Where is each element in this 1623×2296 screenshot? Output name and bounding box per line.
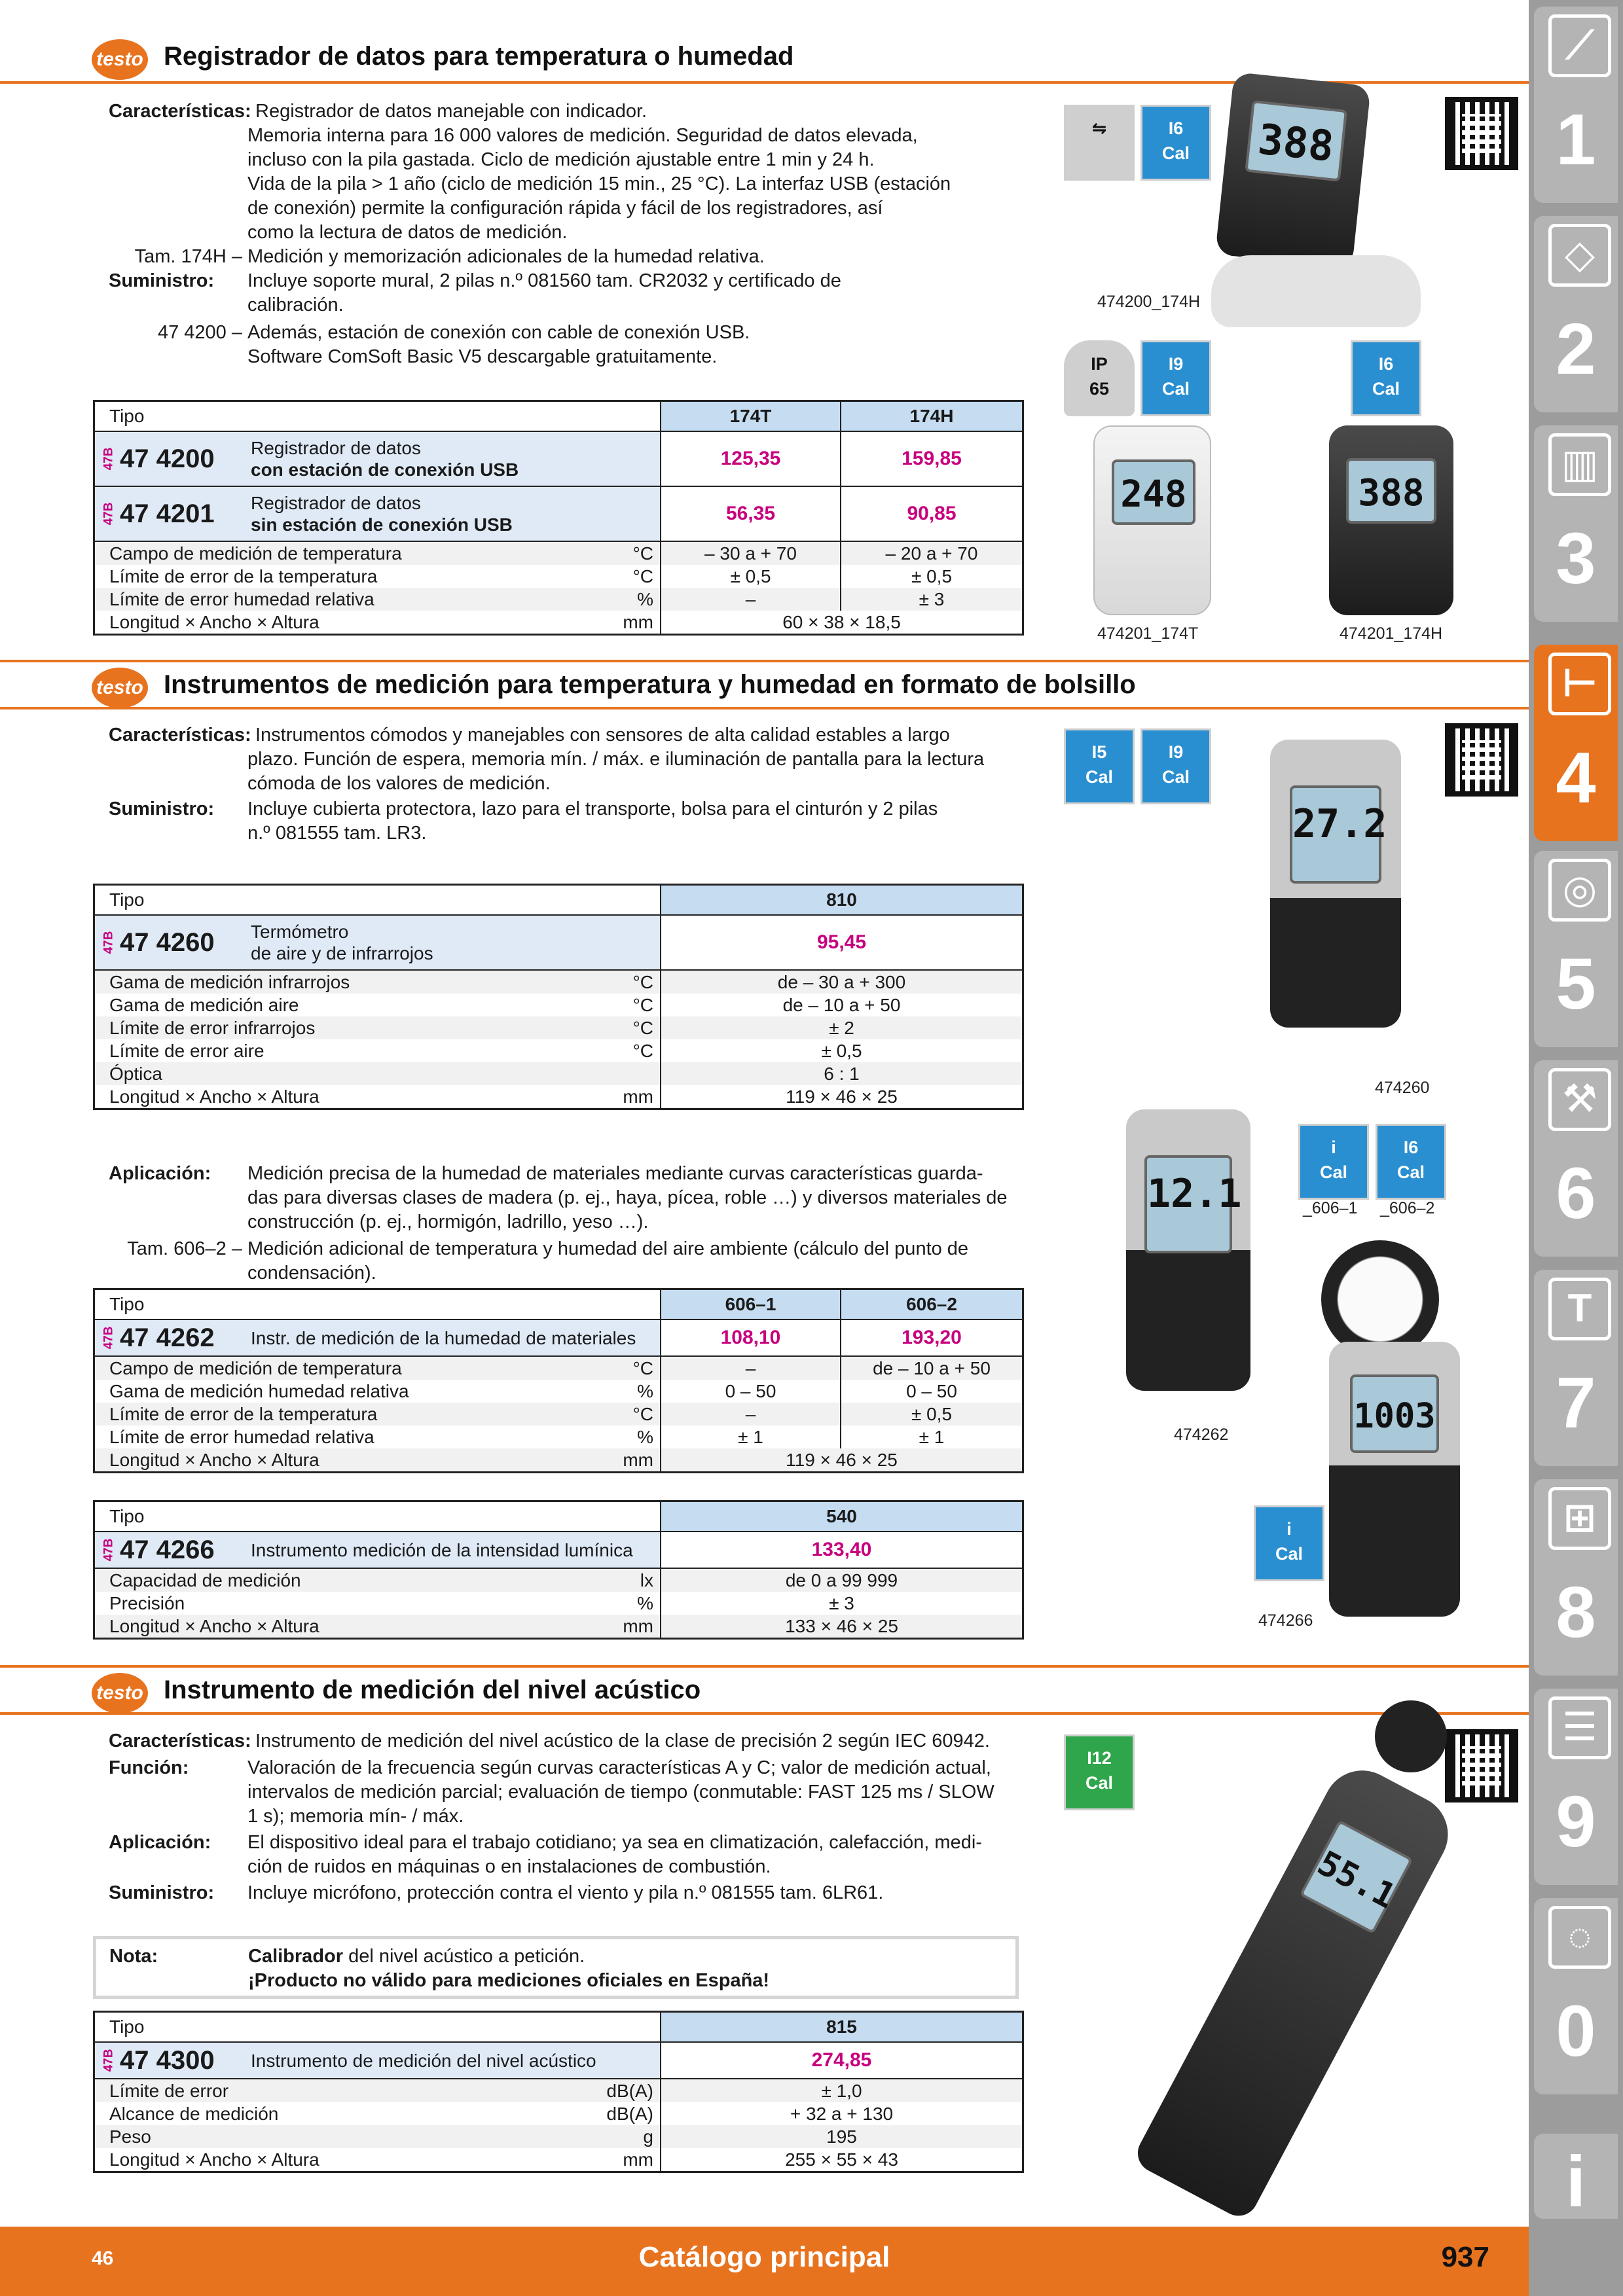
spec-row: Límite de error de la temperatura °C – ± 0,5: [95, 1403, 1022, 1426]
catalog-tag: 47B: [101, 447, 116, 471]
label-funcion: Función:: [109, 1757, 189, 1778]
sound-meter-815-image: 55.1: [1131, 1757, 1461, 2223]
grinding-disc-icon: ◎: [1548, 859, 1611, 922]
price: 56,35: [660, 487, 840, 541]
product-table: [93, 1288, 1024, 1473]
spec-row: Longitud × Ancho × Altura mm 60 × 38 × 18,5: [95, 611, 1022, 634]
cutting-insert-icon: ◇: [1548, 224, 1611, 287]
catalog-number: 46: [92, 2248, 114, 2269]
desc-line: construcción (p. ej., hormigón, ladrillo, yeso …).: [247, 1211, 649, 1232]
product-table: [93, 1500, 1024, 1640]
spec-rows: [95, 2079, 1022, 2171]
product-desc: Registrador de datos: [251, 438, 421, 458]
workshop-tools-icon: ⊞: [1548, 1487, 1611, 1550]
desc-line: das para diversas clases de madera (p. ej., haya, pícea, roble …) y diversos materiales de: [247, 1187, 1008, 1208]
desc-line: Software ComSoft Basic V5 descargable gratuitamente.: [247, 346, 718, 367]
desc-line: 1 s); memoria mín- / máx.: [247, 1806, 464, 1827]
chapter-tab-2[interactable]: ◇ 2: [1534, 216, 1618, 412]
spec-row: Campo de medición de temperatura °C – de – 10 a + 50: [95, 1357, 1022, 1380]
safety-glasses-icon: ◌: [1548, 1906, 1611, 1969]
info-icon: i: [1565, 2142, 1586, 2222]
caliper-icon: ⊢: [1548, 653, 1611, 715]
product-desc: con estación de conexión USB: [251, 459, 519, 480]
size-label: Tam. 174H –: [134, 246, 242, 267]
docking-station-image: [1211, 255, 1421, 327]
col-540: 540: [660, 1502, 1022, 1531]
calibration-badge: I6 Cal: [1140, 105, 1211, 181]
size-label: 47 4200 –: [157, 322, 242, 343]
thermometer-810-image: 27.2: [1270, 740, 1401, 1028]
desc-line: como la lectura de datos de medición.: [247, 222, 568, 243]
chapter-tab-3[interactable]: ▥ 3: [1534, 425, 1618, 622]
calibration-badge: I5 Cal: [1064, 728, 1135, 804]
chapter-tab-1[interactable]: ⟋ 1: [1534, 7, 1618, 203]
article-number: 47 4262: [120, 1323, 215, 1352]
desc-line: Vida de la pila > 1 año (ciclo de medición 15 min., 25 °C). La interfaz USB (estación: [247, 173, 951, 194]
product-desc: de aire y de infrarrojos: [251, 943, 433, 963]
drill-bit-icon: ⟋: [1548, 14, 1611, 77]
product-row[interactable]: [95, 916, 1022, 971]
size-label: Tam. 606–2 –: [127, 1238, 242, 1259]
product-desc: Instrumento de medición del nivel acústico: [251, 2050, 596, 2071]
calibration-badge: i Cal: [1298, 1124, 1369, 1200]
logger-174h-image: 388: [1215, 72, 1371, 268]
desc-line: Medición adicional de temperatura y humedad del aire ambiente (cálculo del punto de: [247, 1238, 969, 1259]
image-caption: 474262: [1174, 1426, 1229, 1444]
chapter-tab-9[interactable]: ☰ 9: [1534, 1689, 1618, 1885]
catalog-tag: 47B: [101, 2049, 116, 2072]
section-title: Instrumento de medición del nivel acústico: [164, 1676, 701, 1704]
spec-row: Longitud × Ancho × Altura mm 119 × 46 × 25: [95, 1448, 1022, 1471]
table-header: [95, 1502, 1022, 1532]
ip65-icon: IP 65: [1064, 340, 1135, 416]
label-suministro: Suministro:: [109, 270, 215, 291]
article-number: 47 4266: [120, 1535, 215, 1564]
desc-line: calibración.: [247, 295, 344, 315]
chuck-icon: ▥: [1548, 433, 1611, 496]
desc-line: de conexión) permite la configuración rápida y fácil de los registradores, así: [247, 198, 883, 219]
chapter-tab-7[interactable]: T 7: [1534, 1270, 1618, 1466]
desc-line: ción de ruidos en máquinas o en instalaciones de combustión.: [247, 1856, 771, 1877]
chapter-tab-8[interactable]: ⊞ 8: [1534, 1479, 1618, 1676]
col-tipo: Tipo: [109, 1506, 145, 1526]
section-title: Instrumentos de medición para temperatura y humedad en formato de bolsillo: [164, 670, 1136, 699]
product-table: [93, 884, 1024, 1110]
qr-code: [1445, 97, 1518, 170]
desc-line: Incluye micrófono, protección contra el viento y pila n.º 081555 tam. 6LR61.: [247, 1882, 884, 1903]
spec-rows: [95, 1569, 1022, 1638]
desc-line: Medición precisa de la humedad de materiales mediante curvas características guarda-: [247, 1163, 983, 1184]
spec-row: Longitud × Ancho × Altura mm 119 × 46 × 25: [95, 1085, 1022, 1108]
spec-row: Peso g 195: [95, 2125, 1022, 2148]
chapter-tab-0[interactable]: ◌ 0: [1534, 1898, 1618, 2094]
note-bold: Calibrador: [248, 1946, 344, 1967]
chapter-tab-info[interactable]: [1534, 2134, 1618, 2222]
catalog-tag: 47B: [101, 931, 116, 954]
calibration-badge: I9 Cal: [1140, 340, 1211, 416]
section-header: [0, 1665, 1529, 1715]
desc-line: Incluye cubierta protectora, lazo para el transporte, bolsa para el cinturón y 2 pilas: [247, 798, 938, 819]
product-table: [93, 2011, 1024, 2173]
price: 90,85: [840, 487, 1022, 541]
spec-row: Límite de error infrarrojos °C ± 2: [95, 1016, 1022, 1039]
article-number: 47 4200: [120, 444, 215, 473]
price: 274,85: [660, 2043, 1022, 2078]
table-header: [95, 402, 1022, 432]
spec-row: Límite de error humedad relativa % ± 1 ± 1: [95, 1426, 1022, 1448]
calibration-badge: i Cal: [1254, 1505, 1324, 1581]
spec-row: Límite de error de la temperatura °C ± 0,5 ± 0,5: [95, 565, 1022, 588]
spec-row: Límite de error dB(A) ± 1,0: [95, 2079, 1022, 2102]
desc-line: El dispositivo ideal para el trabajo cotidiano; ya sea en climatización, calefacción, medi-: [247, 1832, 982, 1853]
desc-line: Incluye soporte mural, 2 pilas n.º 081560 tam. CR2032 y certificado de: [247, 270, 841, 291]
chapter-tab-5[interactable]: ◎ 5: [1534, 851, 1618, 1047]
section-header: [0, 660, 1529, 709]
price: 95,45: [660, 916, 1022, 969]
product-row[interactable]: [95, 432, 1022, 487]
product-row[interactable]: [95, 2043, 1022, 2079]
desc-line: Instrumentos cómodos y manejables con sensores de alta calidad estables a largo: [255, 725, 950, 745]
table-header: [95, 2013, 1022, 2043]
spec-rows: [95, 1357, 1022, 1471]
spec-row: Longitud × Ancho × Altura mm 133 × 46 × 25: [95, 1615, 1022, 1638]
tool-cabinet-icon: ☰: [1548, 1696, 1611, 1759]
spec-row: Alcance de medición dB(A) + 32 a + 130: [95, 2102, 1022, 2125]
spec-row: Longitud × Ancho × Altura mm 255 × 55 × 43: [95, 2148, 1022, 2171]
testo-logo: testo: [92, 39, 148, 80]
label-suministro: Suministro:: [109, 1882, 215, 1903]
article-number: 47 4300: [120, 2045, 215, 2075]
calibration-badge: I6 Cal: [1351, 340, 1421, 416]
price: 108,10: [660, 1320, 840, 1355]
price: 193,20: [840, 1320, 1022, 1355]
spec-row: Campo de medición de temperatura °C – 30 a + 70 – 20 a + 70: [95, 542, 1022, 565]
label-caracteristicas: Características:: [109, 101, 251, 122]
product-row[interactable]: [95, 1320, 1022, 1357]
product-row[interactable]: [95, 1532, 1022, 1569]
moisture-meter-606-image: 12.1: [1126, 1109, 1250, 1391]
wrench-icon: ⚒: [1548, 1068, 1611, 1131]
spec-rows: [95, 971, 1022, 1108]
product-desc: sin estación de conexión USB: [251, 514, 513, 535]
desc-line: intervalos de medición parcial; evaluación de tiempo (conmutable: FAST 125 ms / SLOW: [247, 1782, 994, 1803]
calibration-badge: I12 Cal: [1064, 1734, 1135, 1810]
image-caption: 474266: [1258, 1611, 1313, 1630]
col-tipo: Tipo: [109, 1294, 145, 1314]
col-tipo: Tipo: [109, 2017, 145, 2037]
desc-line: Instrumento de medición del nivel acústico de la clase de precisión 2 según IEC 60942.: [255, 1731, 990, 1751]
label-caracteristicas: Características:: [109, 725, 251, 745]
chapter-tab-4[interactable]: ⊢ 4: [1534, 645, 1618, 841]
chapter-rail: [1529, 0, 1623, 2296]
catalog-tag: 47B: [101, 1538, 116, 1562]
price: 133,40: [660, 1532, 1022, 1568]
product-desc: Termómetro: [251, 922, 349, 942]
image-caption: _606–1: [1303, 1199, 1358, 1217]
desc-line: Memoria interna para 16 000 valores de medición. Seguridad de datos elevada,: [247, 125, 918, 146]
desc-line: Medición y memorización adicionales de la humedad relativa.: [247, 246, 765, 267]
testo-logo: testo: [92, 668, 148, 708]
image-caption: 474200_174H: [1097, 293, 1201, 311]
chapter-tab-6[interactable]: ⚒ 6: [1534, 1060, 1618, 1257]
article-number: 47 4260: [120, 927, 215, 957]
desc-line: cómoda de los valores de medición.: [247, 773, 551, 794]
spec-row: Óptica 6 : 1: [95, 1062, 1022, 1085]
page-number: 937: [1441, 2241, 1489, 2273]
table-header: [95, 886, 1022, 916]
section-header: [0, 34, 1529, 84]
spec-row: Capacidad de medición lx de 0 a 99 999: [95, 1569, 1022, 1592]
catalog-tag: 47B: [101, 1326, 116, 1350]
col-tipo: Tipo: [109, 406, 145, 426]
spec-row: Gama de medición infrarrojos °C de – 30 a + 300: [95, 971, 1022, 994]
article-number: 47 4201: [120, 499, 215, 528]
usb-icon: ⇋: [1064, 105, 1135, 181]
desc-line: plazo. Función de espera, memoria mín. / máx. e iluminación de pantalla para la lectura: [247, 749, 985, 770]
calibration-badge: I6 Cal: [1376, 1124, 1446, 1200]
spec-row: Precisión % ± 3: [95, 1592, 1022, 1615]
desc-line: condensación).: [247, 1263, 376, 1283]
label-caracteristicas: Características:: [109, 1731, 251, 1751]
product-desc: Registrador de datos: [251, 493, 421, 513]
col-606-1: 606–1: [660, 1290, 840, 1319]
col-tipo: Tipo: [109, 889, 145, 910]
microphone-image: [1375, 1700, 1447, 1772]
note-text: del nivel acústico a petición.: [343, 1946, 585, 1967]
spec-row: Límite de error aire °C ± 0,5: [95, 1039, 1022, 1062]
product-desc: Instr. de medición de la humedad de materiales: [251, 1327, 636, 1348]
desc-line: Registrador de datos manejable con indicador.: [255, 101, 647, 122]
col-815: 815: [660, 2013, 1022, 2041]
label-aplicacion: Aplicación:: [109, 1832, 211, 1853]
calibration-badge: I9 Cal: [1140, 728, 1211, 804]
image-caption: 474201_174T: [1097, 624, 1199, 643]
hammer-pliers-icon: T: [1548, 1278, 1611, 1340]
light-meter-540-image: 1003: [1329, 1342, 1460, 1617]
spec-rows: [95, 542, 1022, 634]
price: 125,35: [660, 432, 840, 486]
qr-code: [1445, 723, 1518, 797]
testo-logo: testo: [92, 1673, 148, 1713]
label-suministro: Suministro:: [109, 798, 215, 819]
image-caption: _606–2: [1380, 1199, 1435, 1217]
col-174t: 174T: [660, 402, 840, 431]
catalog-tag: 47B: [101, 502, 116, 526]
image-caption: 474260: [1375, 1079, 1430, 1097]
light-sensor-image: [1321, 1240, 1439, 1358]
qr-code: [1445, 1729, 1518, 1803]
col-606-2: 606–2: [840, 1290, 1022, 1319]
logger-174h-image: 388: [1329, 425, 1453, 615]
desc-line: incluso con la pila gastada. Ciclo de medición ajustable entre 1 min y 24 h.: [247, 149, 875, 170]
note-label: Nota:: [109, 1946, 158, 1967]
desc-line: n.º 081555 tam. LR3.: [247, 823, 427, 844]
product-desc: Instrumento medición de la intensidad lumínica: [251, 1539, 633, 1560]
desc-line: Además, estación de conexión con cable de conexión USB.: [247, 322, 750, 343]
footer-title: Catálogo principal: [638, 2241, 890, 2273]
price: 159,85: [840, 432, 1022, 486]
product-table: [93, 400, 1024, 636]
spec-row: Gama de medición aire °C de – 10 a + 50: [95, 994, 1022, 1016]
col-810: 810: [660, 886, 1022, 914]
spec-row: Gama de medición humedad relativa % 0 – 50 0 – 50: [95, 1380, 1022, 1403]
footer: [0, 2227, 1529, 2296]
note-warning: ¡Producto no válido para mediciones oficiales en España!: [248, 1970, 770, 1991]
section-title: Registrador de datos para temperatura o humedad: [164, 42, 794, 71]
col-174h: 174H: [840, 402, 1022, 431]
image-caption: 474201_174H: [1340, 624, 1443, 643]
desc-line: Valoración de la frecuencia según curvas características A y C; valor de medición actual,: [247, 1757, 991, 1778]
logger-174t-image: 248: [1093, 425, 1211, 615]
spec-row: Límite de error humedad relativa % – ± 3: [95, 588, 1022, 611]
label-aplicacion: Aplicación:: [109, 1163, 211, 1184]
note-box: [93, 1936, 1019, 1999]
product-row[interactable]: [95, 487, 1022, 542]
table-header: [95, 1290, 1022, 1320]
